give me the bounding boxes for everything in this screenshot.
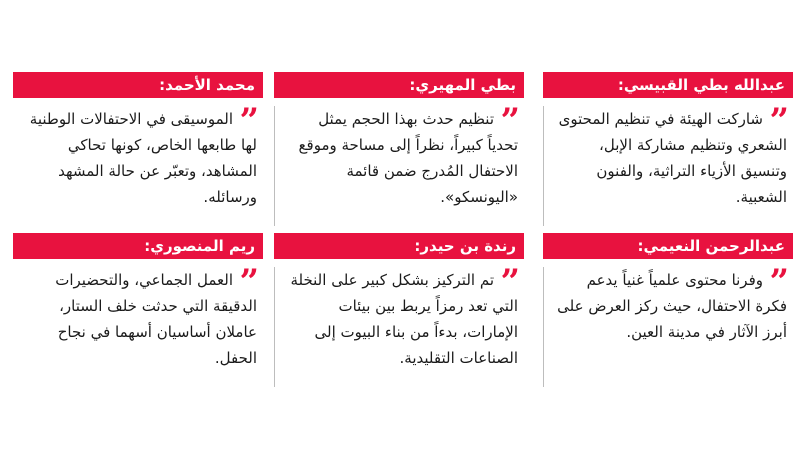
speaker-name-bar: محمد الأحمد:: [13, 72, 263, 98]
quote-text: شاركت الهيئة في تنظيم المحتوى الشعري وتنظيم مشاركة الإبل، وتنسيق الأزياء التراثية، والفنون الشعبية.: [558, 110, 787, 206]
quote-card-2: [274, 72, 524, 226]
quote-mark-icon: ”: [500, 101, 520, 141]
quote-body: [543, 101, 793, 226]
quote-text: وفرنا محتوى علمياً غنياً يدعم فكرة الاحتفال، حيث ركز العرض على أبرز الآثار في مدينة العين.: [557, 271, 787, 341]
speaker-name-bar: عبدالله بطي القبيسي:: [543, 72, 793, 98]
speaker-name-bar: ريم المنصوري:: [13, 233, 263, 259]
quote-body: [13, 262, 263, 387]
quote-body: [13, 101, 263, 226]
quote-card-6: [13, 233, 263, 387]
speaker-name-bar: بطي المهيري:: [274, 72, 524, 98]
quote-text: تنظيم حدث بهذا الحجم يمثل تحدياً كبيراً، نظراً إلى مساحة وموقع الاحتفال المُدرج ضمن قائمة «اليونسكو».: [298, 110, 518, 206]
quote-body: [543, 262, 793, 387]
quote-mark-icon: ”: [769, 262, 789, 302]
quote-text: تم التركيز بشكل كبير على النخلة التي تعد رمزاً يربط بين بيئات الإمارات، بدءاً من بناء البيوت إلى الصناعات التقليدية.: [290, 271, 518, 367]
quote-card-5: [274, 233, 524, 387]
quote-mark-icon: ”: [239, 262, 259, 302]
quote-mark-icon: ”: [239, 101, 259, 141]
quote-card-3: [13, 72, 263, 226]
quote-mark-icon: ”: [500, 262, 520, 302]
speaker-name-bar: عبدالرحمن النعيمي:: [543, 233, 793, 259]
quote-body: [274, 262, 524, 387]
quote-card-4: [543, 233, 793, 387]
quote-mark-icon: ”: [769, 101, 789, 141]
speaker-name-bar: رندة بن حيدر:: [274, 233, 524, 259]
quote-text: الموسيقى في الاحتفالات الوطنية لها طابعها الخاص، كونها تحاكي المشاهد، وتعبّر عن حالة المشهد ورسائله.: [29, 110, 257, 206]
quote-body: [274, 101, 524, 226]
quote-card-1: [543, 72, 793, 226]
quote-text: العمل الجماعي، والتحضيرات الدقيقة التي حدثت خلف الستار، عاملان أساسيان أسهما في نجاح الحفل.: [55, 271, 257, 367]
